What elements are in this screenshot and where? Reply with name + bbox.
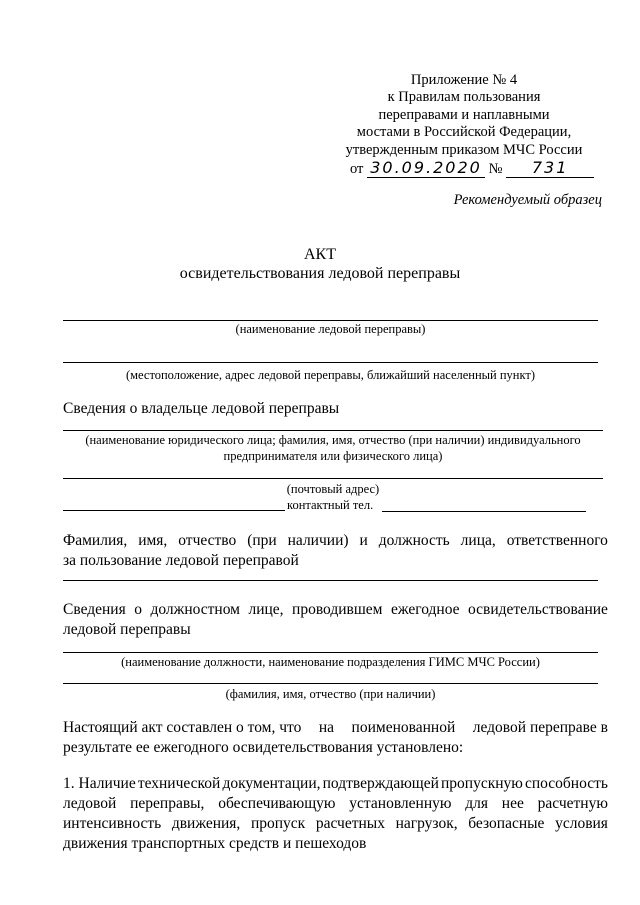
word: должностном	[150, 601, 240, 618]
word: движения,	[171, 815, 241, 832]
official-name-caption: (фамилия, имя, отчество (при наличии)	[225, 687, 436, 701]
word: безопасные	[468, 815, 545, 832]
responsible-person-line	[63, 580, 598, 581]
word: наличии)	[287, 532, 349, 549]
word: интенсивность	[63, 815, 162, 832]
paragraph-line	[63, 531, 608, 551]
word: 1. Наличие	[63, 775, 136, 792]
text-segment: Настоящий акт составлен о том, что	[63, 719, 302, 736]
word: условия	[555, 815, 608, 832]
contact-phone-line	[382, 511, 586, 512]
official-position-caption: (наименование должности, наименование подразделения ГИМС МЧС России)	[121, 655, 540, 669]
word: имя,	[138, 532, 168, 549]
paragraph-line	[63, 600, 608, 620]
word: освидетельствование	[468, 601, 608, 618]
postal-address-line	[63, 478, 603, 479]
contact-prefix-line	[63, 510, 285, 511]
appendix-line: мостами в Российской Федерации,	[356, 124, 572, 141]
word: отчество	[178, 532, 237, 549]
postal-address-caption: (почтовый адрес)	[286, 482, 380, 496]
word: Сведения	[63, 601, 126, 618]
word: пропуск	[250, 815, 306, 832]
paragraph-line: ледовой переправы	[63, 621, 191, 638]
order-reference	[350, 158, 594, 178]
responsible-person-paragraph	[63, 531, 608, 571]
word: переправы,	[130, 795, 205, 812]
word: нее	[501, 795, 524, 812]
order-number: 731	[506, 158, 594, 178]
word: расчетную	[537, 795, 608, 812]
appendix-line: переправами и наплавными	[378, 106, 550, 123]
owner-name-caption	[63, 432, 603, 464]
paragraph-line	[63, 814, 608, 834]
paragraph-line	[63, 718, 608, 738]
word: должность	[378, 532, 450, 549]
appendix-line: Приложение № 4	[410, 72, 518, 88]
text-segment: на	[318, 719, 335, 736]
act-statement-paragraph	[63, 718, 608, 758]
owner-caption-line: предпринимателя или физического лица)	[223, 449, 443, 463]
location-caption: (местоположение, адрес ледовой переправы, ближайший населенный пункт)	[125, 368, 536, 382]
word: пропускную	[441, 775, 523, 792]
text-segment: ледовой переправе в	[472, 719, 608, 736]
word: и	[359, 532, 368, 549]
order-date: 30.09.2020	[367, 158, 485, 178]
owner-info-heading: Сведения о владельце ледовой переправы	[63, 400, 340, 417]
appendix-line: утвержденным приказом МЧС России	[345, 141, 583, 158]
appendix-header	[324, 72, 604, 159]
official-name-line	[63, 683, 598, 684]
word: нагрузок,	[395, 815, 458, 832]
document-title: АКТ	[304, 246, 336, 263]
text-segment: поименованной	[351, 719, 456, 736]
word: расчетных	[315, 815, 385, 832]
word: для	[465, 795, 489, 812]
word: ответственного	[506, 532, 608, 549]
word: ежегодное	[390, 601, 460, 618]
word: ледовой	[63, 795, 117, 812]
owner-caption-line: (наименование юридического лица; фамилия, имя, отчество (при наличии) индивидуального	[85, 433, 581, 447]
from-label: от	[350, 161, 364, 177]
crossing-name-caption: (наименование ледовой переправы)	[235, 322, 426, 336]
official-position-line	[63, 652, 598, 653]
word: обеспечивающую	[218, 795, 336, 812]
paragraph-line	[63, 794, 608, 814]
word: Фамилия,	[63, 532, 128, 549]
contact-phone-label: контактный тел.	[287, 498, 374, 512]
word: документации,	[222, 775, 321, 792]
word: подтверждающей	[322, 775, 439, 792]
word: лица,	[460, 532, 496, 549]
paragraph-line: результате ее ежегодного освидетельствования установлено:	[63, 739, 464, 756]
paragraph-line: за пользование ледовой переправой	[63, 552, 299, 569]
item-1-paragraph	[63, 774, 608, 854]
word: способность	[524, 775, 608, 792]
official-paragraph	[63, 600, 608, 640]
document-subtitle: освидетельствования ледовой переправы	[179, 265, 461, 282]
word: установленную	[349, 795, 452, 812]
recommended-sample-label: Рекомендуемый образец	[453, 192, 602, 208]
paragraph-line	[63, 774, 608, 794]
number-label: №	[488, 161, 503, 177]
paragraph-line: движения транспортных средств и пешеходов	[63, 835, 367, 852]
owner-name-line	[63, 430, 603, 431]
location-line	[63, 362, 598, 363]
word: технической	[137, 775, 221, 792]
word: (при	[247, 532, 277, 549]
word: о	[134, 601, 142, 618]
word: проводившем	[292, 601, 383, 618]
word: лице,	[248, 601, 284, 618]
appendix-line: к Правилам пользования	[387, 89, 541, 106]
